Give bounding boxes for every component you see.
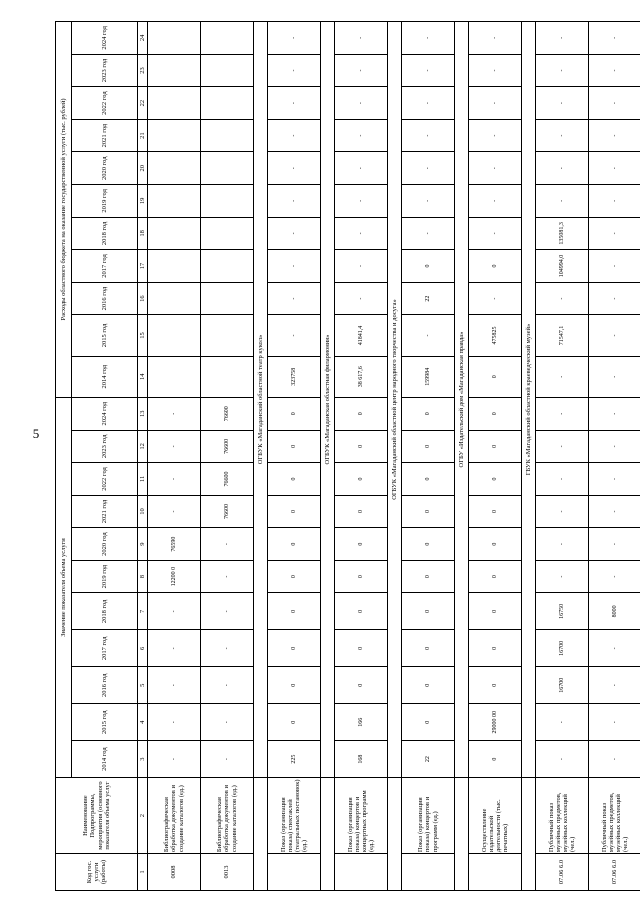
expense-value: -	[268, 250, 321, 283]
volume-year-header: 2014 год	[72, 741, 138, 778]
volume-value: 0	[268, 495, 321, 528]
volume-value: 76600	[201, 495, 254, 528]
column-number: 16	[138, 282, 148, 315]
volume-year-header: 2021 год	[72, 495, 138, 528]
column-number: 3	[138, 741, 148, 778]
volume-value: 0	[402, 704, 455, 741]
volume-value: 0	[402, 630, 455, 667]
expense-value	[148, 185, 201, 218]
volume-year-header: 2017 год	[72, 630, 138, 667]
volume-value: 0	[335, 397, 388, 430]
volume-value: -	[148, 741, 201, 778]
org-label: ОГБУК «Магаданская областная филармония»	[321, 22, 335, 778]
expense-value: -	[402, 54, 455, 87]
expense-value: -	[589, 185, 640, 218]
expense-value: 159984	[402, 356, 455, 397]
column-number: 14	[138, 356, 148, 397]
expense-year-header: 2023 год	[72, 54, 138, 87]
expense-value: -	[402, 119, 455, 152]
expense-value: 475825	[469, 315, 522, 356]
expense-value	[148, 282, 201, 315]
volume-value: -	[148, 430, 201, 463]
expense-value	[148, 217, 201, 250]
service-name: Показ (организация показа) спектаклей (театральных постановок) (ед.)	[268, 778, 321, 854]
expense-value: -	[402, 185, 455, 218]
expense-value	[201, 250, 254, 283]
volume-year-header: 2019 год	[72, 560, 138, 593]
volume-year-header: 2020 год	[72, 528, 138, 561]
volume-value: 0	[402, 593, 455, 630]
expense-value	[148, 152, 201, 185]
expense-value: -	[469, 22, 522, 55]
volume-value: 76590	[148, 528, 201, 561]
expense-value: -	[268, 87, 321, 120]
expense-value: -	[469, 152, 522, 185]
volume-value: -	[589, 495, 640, 528]
volume-year-header: 2023 год	[72, 430, 138, 463]
volume-value: 29000 00	[469, 704, 522, 741]
expense-value: -	[589, 315, 640, 356]
volume-value: 0	[335, 430, 388, 463]
volume-value: 0	[469, 630, 522, 667]
volume-value: 0	[335, 495, 388, 528]
volume-value: 0	[402, 528, 455, 561]
expense-value	[148, 54, 201, 87]
expense-value	[148, 22, 201, 55]
expense-value: -	[536, 282, 589, 315]
table-row	[469, 22, 522, 891]
expense-value: -	[536, 119, 589, 152]
expense-value	[201, 87, 254, 120]
service-name: Публичный показ музейных предметов, музейных коллекций (чел.)	[589, 778, 640, 854]
service-code: 0008	[148, 854, 201, 891]
volume-value: 0	[268, 667, 321, 704]
volume-value: 0	[469, 430, 522, 463]
expense-year-header: 2019 год	[72, 185, 138, 218]
expense-value: -	[469, 119, 522, 152]
service-code: 07.06 6.0	[536, 854, 589, 891]
volume-value: 22	[402, 741, 455, 778]
expense-value: -	[536, 185, 589, 218]
expense-value: 104994,0	[536, 250, 589, 283]
column-number: 20	[138, 152, 148, 185]
volume-group-header: Значение показателя объема услуги	[56, 397, 72, 777]
column-number: 9	[138, 528, 148, 561]
column-number: 19	[138, 185, 148, 218]
expense-value: 323758	[268, 356, 321, 397]
volume-value: 12200 0	[148, 560, 201, 593]
expense-value: -	[268, 282, 321, 315]
expense-value: 38 617,6	[335, 356, 388, 397]
volume-value: 0	[469, 397, 522, 430]
column-number: 15	[138, 315, 148, 356]
expense-value	[148, 315, 201, 356]
volume-value: -	[201, 560, 254, 593]
volume-value: 225	[268, 741, 321, 778]
volume-value: 8000	[589, 593, 640, 630]
expense-value: -	[402, 315, 455, 356]
volume-value: 16700	[536, 630, 589, 667]
expense-value: -	[469, 54, 522, 87]
column-number: 5	[138, 667, 148, 704]
expense-value: -	[335, 119, 388, 152]
volume-value: 0	[268, 630, 321, 667]
org-spacer	[455, 778, 469, 891]
expense-value	[201, 282, 254, 315]
volume-value: 0	[469, 741, 522, 778]
expense-value: -	[589, 87, 640, 120]
expense-value: -	[335, 185, 388, 218]
expense-value: -	[335, 282, 388, 315]
volume-value: -	[589, 528, 640, 561]
expense-value: -	[469, 282, 522, 315]
volume-value: -	[589, 560, 640, 593]
volume-value: -	[536, 741, 589, 778]
expense-value: -	[268, 152, 321, 185]
org-spacer	[388, 778, 402, 891]
volume-value: 0	[335, 463, 388, 496]
column-number: 4	[138, 704, 148, 741]
expense-value	[201, 185, 254, 218]
expense-value	[201, 22, 254, 55]
expense-value: -	[589, 250, 640, 283]
expense-value: -	[536, 152, 589, 185]
volume-value: -	[201, 528, 254, 561]
expense-value: -	[402, 152, 455, 185]
expense-value: -	[268, 315, 321, 356]
service-name: Показ (организация показа) концертов и программ (ед.)	[402, 778, 455, 854]
column-number: 11	[138, 463, 148, 496]
expense-year-header: 2018 год	[72, 217, 138, 250]
table-row	[148, 22, 201, 891]
service-name: Публичный показ музейных предметов, музейных коллекций (чел.)	[536, 778, 589, 854]
rotated-table-container	[55, 21, 630, 891]
volume-value: -	[201, 667, 254, 704]
column-number: 2	[138, 778, 148, 854]
org-label: ОГБУК «Магаданский областной театр кукол»	[254, 22, 268, 778]
expense-value: 0	[402, 250, 455, 283]
volume-value: -	[536, 704, 589, 741]
volume-value: 0	[469, 593, 522, 630]
column-number: 6	[138, 630, 148, 667]
expense-value: -	[589, 282, 640, 315]
service-name: Осуществление издательской деятельности (тыс. печатных)	[469, 778, 522, 854]
column-number: 17	[138, 250, 148, 283]
volume-value: 0	[402, 560, 455, 593]
volume-value: -	[148, 593, 201, 630]
volume-value: -	[201, 741, 254, 778]
expense-value: -	[536, 54, 589, 87]
expense-value: -	[402, 87, 455, 120]
volume-value: -	[589, 430, 640, 463]
expense-value: -	[589, 54, 640, 87]
page-number: 5	[32, 426, 40, 441]
service-code	[335, 854, 388, 891]
expense-year-header: 2022 год	[72, 87, 138, 120]
volume-value: 76600	[201, 463, 254, 496]
column-number: 10	[138, 495, 148, 528]
volume-year-header: 2024 год	[72, 397, 138, 430]
expense-value: -	[268, 185, 321, 218]
expense-value: -	[589, 217, 640, 250]
expense-value	[201, 54, 254, 87]
table-row	[536, 22, 589, 891]
expense-value	[148, 250, 201, 283]
volume-value: 16750	[536, 593, 589, 630]
volume-value: 0	[268, 528, 321, 561]
volume-value: -	[536, 397, 589, 430]
expense-value: -	[589, 119, 640, 152]
expense-value: -	[536, 22, 589, 55]
expense-value: -	[335, 152, 388, 185]
expense-value: 22	[402, 282, 455, 315]
expense-year-header: 2016 год	[72, 282, 138, 315]
column-number: 24	[138, 22, 148, 55]
expense-value	[148, 119, 201, 152]
expense-value	[201, 217, 254, 250]
expense-value: 0	[469, 250, 522, 283]
column-number: 21	[138, 119, 148, 152]
expense-table	[55, 21, 640, 891]
volume-value: -	[589, 667, 640, 704]
expense-group-header: Расходы областного бюджета на оказание государственной услуги (тыс. рублей)	[56, 22, 72, 398]
expense-value: -	[402, 22, 455, 55]
volume-value: 16700	[536, 667, 589, 704]
expense-value: -	[335, 54, 388, 87]
volume-value: -	[589, 704, 640, 741]
volume-value: -	[589, 630, 640, 667]
expense-year-header: 2017 год	[72, 250, 138, 283]
column-number: 8	[138, 560, 148, 593]
expense-value: -	[589, 152, 640, 185]
service-code	[268, 854, 321, 891]
column-number: 7	[138, 593, 148, 630]
column-number: 18	[138, 217, 148, 250]
volume-value: 0	[469, 528, 522, 561]
expense-value: -	[335, 250, 388, 283]
volume-year-header: 2022 год	[72, 463, 138, 496]
expense-value: -	[402, 217, 455, 250]
volume-value: 0	[335, 528, 388, 561]
service-code: 0013	[201, 854, 254, 891]
expense-value	[201, 315, 254, 356]
volume-value: 0	[469, 667, 522, 704]
volume-value: -	[536, 560, 589, 593]
column-number: 22	[138, 87, 148, 120]
expense-value: -	[335, 22, 388, 55]
volume-value: 0	[335, 560, 388, 593]
expense-value	[148, 87, 201, 120]
table-row	[201, 22, 254, 891]
expense-value: -	[469, 87, 522, 120]
volume-value: 0	[268, 397, 321, 430]
volume-value: 0	[402, 397, 455, 430]
volume-value: -	[201, 704, 254, 741]
expense-value: -	[268, 22, 321, 55]
volume-value: -	[201, 593, 254, 630]
volume-value: 166	[335, 704, 388, 741]
volume-value: -	[148, 667, 201, 704]
volume-value: 76600	[201, 397, 254, 430]
expense-year-header: 2014 год	[72, 356, 138, 397]
code-header: Код гос. услуги (работы)	[56, 854, 138, 891]
volume-value: -	[148, 630, 201, 667]
column-number: 13	[138, 397, 148, 430]
expense-value: -	[268, 217, 321, 250]
expense-value: -	[536, 87, 589, 120]
volume-value: -	[536, 528, 589, 561]
service-name: Показ (организация показа) концертов и концертных программ (ед.)	[335, 778, 388, 854]
expense-value	[201, 119, 254, 152]
org-label: ГБУК «Магаданский областной краеведческий музей»	[522, 22, 536, 778]
service-code	[402, 854, 455, 891]
service-name: Библиографическая обработка документов и создание каталогов (ед.)	[148, 778, 201, 854]
volume-year-header: 2016 год	[72, 667, 138, 704]
table-row	[589, 22, 640, 891]
expense-value	[148, 356, 201, 397]
org-spacer	[522, 778, 536, 891]
column-number: 1	[138, 854, 148, 891]
expense-value: 135081,3	[536, 217, 589, 250]
volume-value: 0	[268, 430, 321, 463]
expense-year-header: 2024 год	[72, 22, 138, 55]
org-spacer	[254, 778, 268, 891]
volume-year-header: 2015 год	[72, 704, 138, 741]
expense-value: -	[536, 356, 589, 397]
volume-value: 0	[268, 704, 321, 741]
volume-value: 0	[335, 630, 388, 667]
expense-value: -	[268, 119, 321, 152]
volume-value: -	[148, 704, 201, 741]
volume-value: 0	[469, 560, 522, 593]
volume-year-header: 2018 год	[72, 593, 138, 630]
expense-year-header: 2021 год	[72, 119, 138, 152]
volume-value: 0	[402, 495, 455, 528]
expense-value	[201, 152, 254, 185]
expense-value: -	[469, 185, 522, 218]
volume-value: -	[589, 741, 640, 778]
volume-value: 0	[469, 463, 522, 496]
expense-value: 71547,1	[536, 315, 589, 356]
service-code: 07.06 6.0	[589, 854, 640, 891]
table-row	[335, 22, 388, 891]
volume-value: -	[148, 397, 201, 430]
expense-value: -	[335, 217, 388, 250]
expense-value: -	[335, 87, 388, 120]
expense-value: -	[469, 217, 522, 250]
expense-value	[201, 356, 254, 397]
expense-year-header: 2020 год	[72, 152, 138, 185]
volume-value: 0	[335, 593, 388, 630]
org-label: ОГБУК «Магаданский областной центр народного творчества и досуга»	[388, 22, 402, 778]
org-spacer	[321, 778, 335, 891]
volume-value: -	[589, 463, 640, 496]
volume-value: 168	[335, 741, 388, 778]
volume-value: 0	[469, 495, 522, 528]
expense-value: -	[589, 22, 640, 55]
volume-value: -	[589, 397, 640, 430]
expense-value: 0	[469, 356, 522, 397]
column-number: 23	[138, 54, 148, 87]
service-code	[469, 854, 522, 891]
volume-value: 0	[268, 463, 321, 496]
volume-value: -	[148, 495, 201, 528]
expense-year-header: 2015 год	[72, 315, 138, 356]
table-row	[402, 22, 455, 891]
volume-value: 0	[335, 667, 388, 704]
volume-value: -	[148, 463, 201, 496]
expense-value: 41841,4	[335, 315, 388, 356]
volume-value: 0	[402, 667, 455, 704]
volume-value: 0	[268, 560, 321, 593]
volume-value: 0	[402, 430, 455, 463]
service-name: Библиографическая обработка документов и создание каталогов (ед.)	[201, 778, 254, 854]
name-header: Наименование Подпрограммы, мероприятия (основного показателя объема услуг	[56, 778, 138, 854]
expense-value: -	[268, 54, 321, 87]
volume-value: 76600	[201, 430, 254, 463]
column-number: 12	[138, 430, 148, 463]
table-row	[268, 22, 321, 891]
expense-value: -	[589, 356, 640, 397]
volume-value: -	[536, 463, 589, 496]
volume-value: -	[201, 630, 254, 667]
volume-value: -	[536, 430, 589, 463]
org-label: ОГБУ «Издательский дом «Магаданская правда»	[455, 22, 469, 778]
volume-value: 0	[268, 593, 321, 630]
volume-value: 0	[402, 463, 455, 496]
volume-value: -	[536, 495, 589, 528]
